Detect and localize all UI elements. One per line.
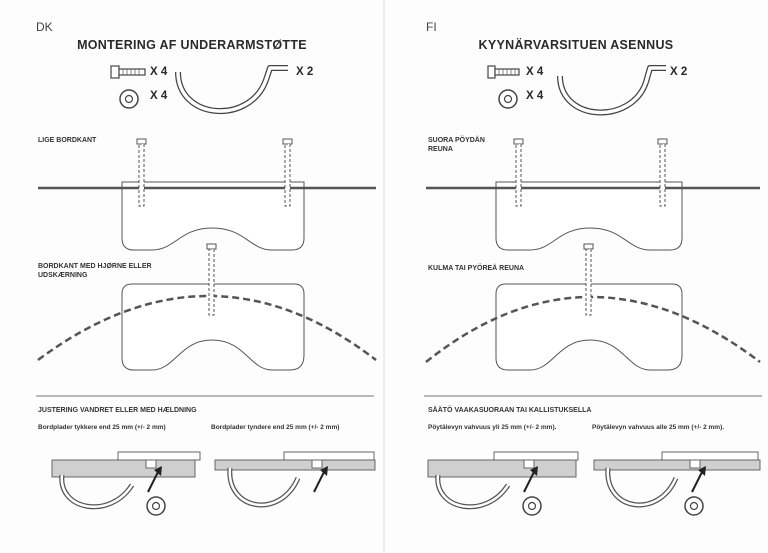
thinner-label: Pöytälevyn vahvuus alle 25 mm (+/- 2 mm). [592, 424, 725, 431]
screw-quantity: X 4 [526, 66, 544, 78]
page-title: KYYNÄRVARSITUEN ASENNUS [478, 38, 674, 52]
page-fi [384, 0, 768, 553]
adjust-thin-diagram [594, 452, 760, 515]
screw-icon [111, 66, 145, 78]
straight-edge-label: LIGE BORDKANT [38, 137, 97, 144]
bracket-icon [178, 68, 288, 111]
bracket-quantity: X 2 [670, 66, 688, 78]
bracket-icon [560, 68, 666, 112]
screw-icon [488, 66, 519, 78]
washer-icon [120, 90, 138, 108]
curved-edge-diagram [426, 244, 760, 370]
adjust-heading: SÄÄTÖ VAAKASUORAAN TAI KALLISTUKSELLA [428, 407, 592, 414]
washer-quantity: X 4 [526, 90, 544, 102]
washer-quantity: X 4 [150, 90, 168, 102]
straight-edge-diagram [38, 139, 376, 250]
adjust-thin-diagram [215, 452, 375, 505]
bracket-quantity: X 2 [296, 66, 314, 78]
screw-quantity: X 4 [150, 66, 168, 78]
thinner-label: Bordplader tyndere end 25 mm (+/- 2 mm) [211, 424, 340, 431]
corner-edge-label: BORDKANT MED HJØRNE ELLER UDSKÆRNING [38, 263, 152, 279]
thicker-label: Bordplader tykkere end 25 mm (+/- 2 mm) [38, 424, 166, 431]
straight-edge-label: SUORA PÖYDÄN REUNA [428, 137, 485, 153]
language-code: DK [36, 20, 53, 34]
washer-icon [499, 90, 517, 108]
thicker-label: Pöytälevyn vahvuus yli 25 mm (+/- 2 mm). [428, 424, 557, 431]
adjust-thick-diagram [428, 452, 578, 515]
adjust-thick-diagram [52, 452, 200, 515]
adjust-heading: JUSTERING VANDRET ELLER MED HÆLDNING [38, 407, 197, 414]
illustration-fi [384, 0, 768, 553]
language-code: FI [426, 20, 437, 34]
corner-edge-label: KULMA TAI PYÖREÄ REUNA [428, 265, 525, 272]
straight-edge-diagram [426, 139, 760, 250]
page-title: MONTERING AF UNDERARMSTØTTE [77, 38, 307, 52]
